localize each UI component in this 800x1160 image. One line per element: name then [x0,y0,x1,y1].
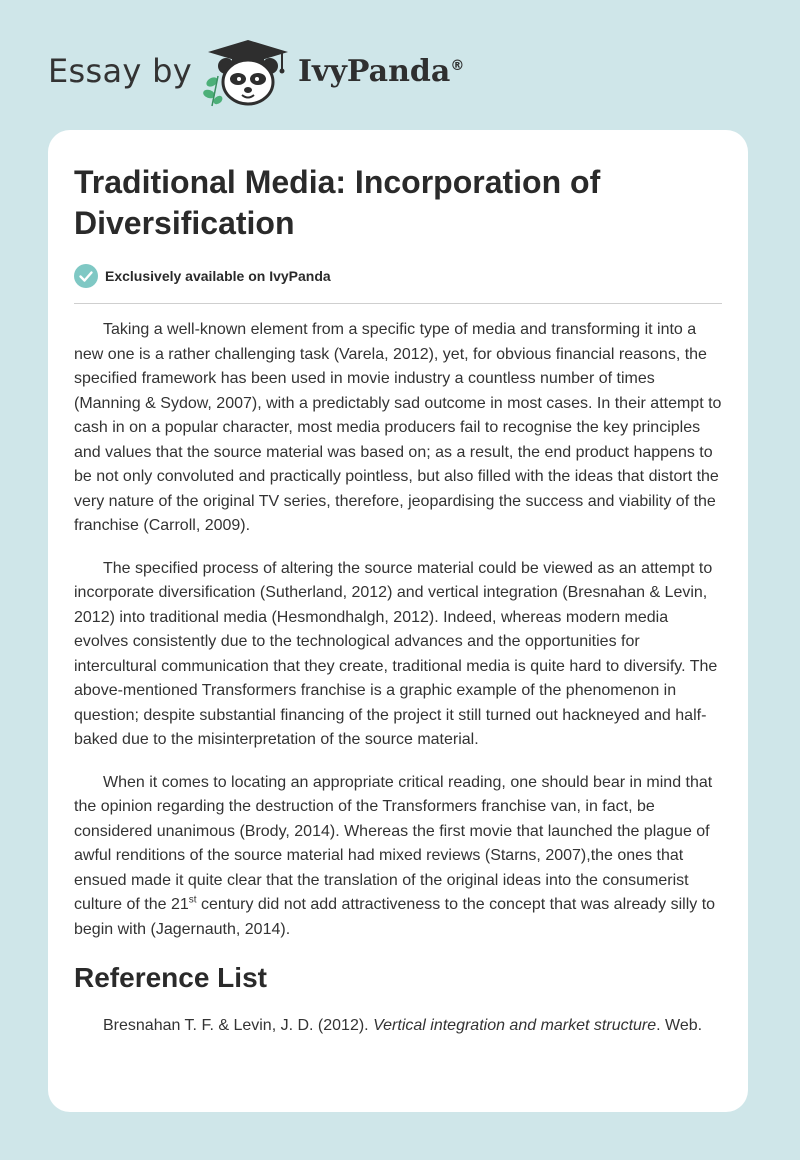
check-circle-icon [74,264,98,288]
essay-title: Traditional Media: Incorporation of Diversification [74,164,601,241]
paragraph-1: Taking a well-known element from a specific type of media and transforming it into a new one is a rather challenging task (Varela, 2012), yet, for obvious financial reasons, the specified framework has been used in movie industry a countless number of times (Manning & Sydow, 2007), with a predictably sad outcome in most cases. In their attempt to cash in on a popular character, most media producers fail to recognise the key principles and values that the source material was based on; as a result, the end product happens to be not only convoluted and practically pointless, but also filled with the ideas that distort the very nature of the original TV series, therefore, jeopardising the success and viability of the franchise (Carroll, 2009). [74,321,722,534]
divider [74,303,722,304]
reference-title: Vertical integration and market structure [373,1017,657,1034]
essay-card [48,130,748,1112]
reference-item [74,1014,724,1039]
brand-name [298,54,464,89]
reference-authors: Bresnahan T. F. & Levin, J. D. (2012). [103,1017,374,1034]
exclusive-badge-label: Exclusively available on IvyPanda [105,268,331,284]
paragraph-3-text: When it comes to locating an appropriate critical reading, one should bear in mind that the opinion regarding the destruction of the Transformers franchise van, in fact, be considered unanimous (Brody, 2014). Whereas the first movie that launched the plague of awful renditions of the source material had mixed reviews (Starns, 2007),the ones that ensued made it quite clear that the translation of the original ideas into the consumerist culture of the 21 [74,773,713,913]
paragraph-3-text-end: century did not add attractiveness to the concept that was already silly to begin with (Jagernauth, 2014). [74,896,716,938]
ordinal-superscript: st [188,894,197,906]
brand-prefix: Essay by [48,52,192,90]
paragraph-2: The specified process of altering the source material could be viewed as an attempt to incorporate diversification (Sutherland, 2012) and vertical integration (Bresnahan & Levin, 2012) into traditional media (Hesmondhalgh, 2012). Indeed, whereas modern media evolves consistently due to the technological advances and the opportunities for intercultural communication that they create, traditional media is quite hard to diversify. The above-mentioned Transformers franchise is a graphic example of the phenomenon in question; despite substantial financing of the project it still turned out hackneyed and half-baked due to the misinterpretation of the source material. [74,559,718,748]
site-brand[interactable] [48,36,548,108]
essay-body [74,318,724,1039]
reference-suffix: . Web. [656,1017,703,1034]
registered-mark: ® [450,58,465,74]
paragraph-3 [74,771,724,943]
reference-list-heading: Reference List [74,962,267,993]
brand-name-text: IvyPanda [298,54,451,89]
panda-logo-icon [198,36,294,108]
